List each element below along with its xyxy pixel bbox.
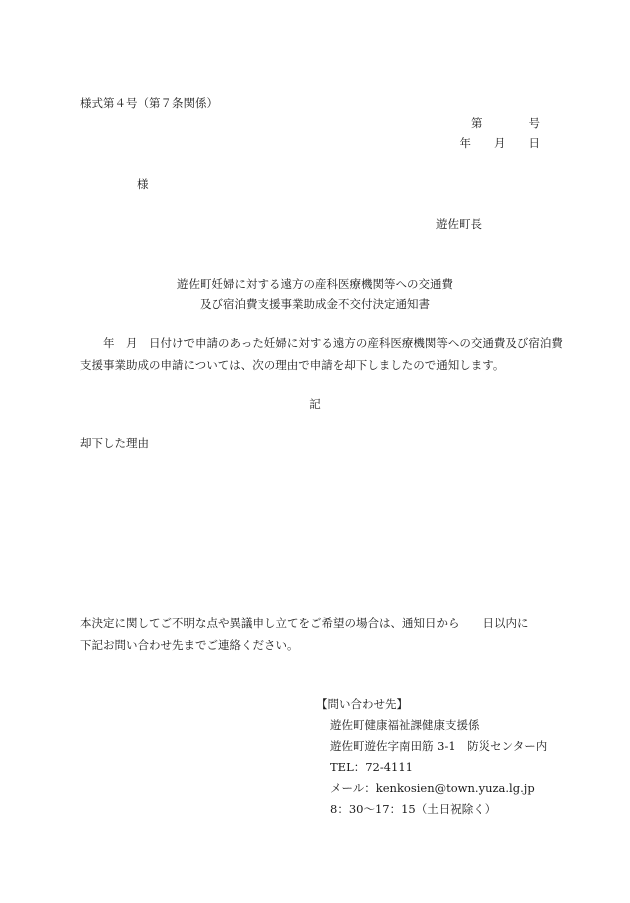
document-date: 年 月 日 [459,136,540,150]
contact-hours: 8：30～17：15（土日祝除く） [330,802,497,816]
contact-department: 遊佐町健康福祉課健康支援係 [330,718,480,732]
ki-marker: 記 [309,397,321,411]
reason-label: 却下した理由 [80,436,149,450]
issuer: 遊佐町長 [436,217,482,231]
contact-heading: 【問い合わせ先】 [316,697,408,711]
notice-line-1: 本決定に関してご不明な点や異議申し立てをご希望の場合は、通知日から 日以内に [80,616,529,630]
document-number: 第 号 [471,116,540,130]
title-line-2: 及び宿泊費支援事業助成金不交付決定通知書 [200,297,430,311]
form-number: 様式第４号（第７条関係） [80,96,218,110]
notice-line-2: 下記お問い合わせ先までご連絡ください。 [80,638,299,652]
body-line-2: 支援事業助成の申請については、次の理由で申請を却下しましたので通知します。 [80,358,505,372]
contact-block [316,694,547,820]
title-line-1: 遊佐町妊婦に対する遠方の産科医療機関等への交通費 [177,277,453,291]
contact-email: メール：kenkosien@town.yuza.lg.jp [330,781,535,795]
body-paragraph [80,332,563,376]
recipient-suffix: 様 [137,177,149,191]
body-line-1: 年 月 日付けで申請のあった妊婦に対する遠方の産科医療機関等への交通費及び宿泊費 [80,336,563,350]
contact-tel: TEL：72-4111 [330,760,413,774]
notice-paragraph [80,612,550,656]
contact-address: 遊佐町遊佐字南田筋 3-1 防災センター内 [330,739,548,753]
